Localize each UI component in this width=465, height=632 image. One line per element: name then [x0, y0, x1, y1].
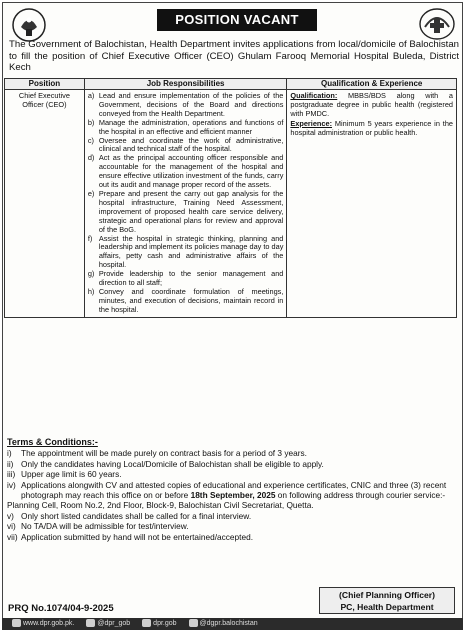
page-title-banner: POSITION VACANT [157, 9, 317, 31]
qualification-text: MBBS/BDS along with a postgraduate degree in public health (registered with PMDC. [290, 91, 454, 118]
terms-list-a [7, 448, 457, 479]
term-text-before: Applications alongwith CV and attested copies of educational and experience certificates, CNIC and three (3) recent photograph may reach this office on or before [21, 479, 447, 501]
instagram-icon [142, 619, 151, 627]
term-item [7, 511, 457, 521]
experience-paragraph [290, 120, 453, 138]
list-marker: b) [87, 117, 95, 127]
list-item [88, 92, 284, 119]
qualification-label: Qualification: [290, 91, 338, 100]
terms-heading: Terms & Conditions:- [7, 437, 98, 447]
term-item [7, 521, 457, 531]
list-marker: e) [87, 188, 95, 198]
list-text: Oversee and coordinate the work of administrative, clinical and technical staff of the hospital. [98, 135, 284, 154]
term-text: The appointment will be made purely on contract basis for a period of 3 years. [21, 448, 307, 459]
footer-link-item[interactable] [189, 618, 258, 630]
table-row [5, 90, 457, 318]
qualification-paragraph [290, 92, 453, 119]
term-text: No TA/DA will be admissible for test/interview. [21, 521, 189, 532]
term-text: Application submitted by hand will not be entertained/accepted. [21, 531, 254, 542]
column-header-position: Position [5, 79, 85, 90]
experience-label: Experience: [290, 118, 333, 128]
list-marker: c) [87, 135, 94, 145]
footer-link-item[interactable] [12, 618, 74, 630]
submission-address: Planning Cell, Room No.2, 2nd Floor, Block-9, Balochistan Civil Secretariat, Quetta. [7, 500, 314, 511]
facebook-icon [189, 619, 198, 627]
list-item [88, 288, 284, 315]
footer-link-label: www.dpr.gob.pk. [23, 620, 75, 627]
terms-section [7, 437, 457, 542]
list-text: Manage the administration, operations and functions of the hospital in an effective and efficient manner [98, 117, 284, 136]
term-marker: ii) [7, 458, 14, 469]
term-text: Only short listed candidates shall be called for a final interview. [21, 510, 252, 521]
term-text-after: on following address through courier service:- [275, 490, 446, 501]
prq-number: PRQ No.1074/04-9-2025 [8, 603, 114, 614]
footer-link-label: @dpr_gob [97, 620, 131, 627]
list-marker: d) [87, 153, 95, 163]
list-marker: g) [87, 269, 95, 279]
list-item [88, 235, 284, 271]
twitter-icon [86, 619, 95, 627]
term-marker: i) [7, 448, 12, 459]
footer-link-item[interactable] [142, 618, 176, 630]
term-marker: iii) [7, 469, 16, 480]
health-department-logo [417, 7, 457, 41]
intro-paragraph: The Government of Balochistan, Health Department invites applications from local/domicile of Balochistan to fill the position of Chief Executive Officer (CEO) Ghulam Farooq Memorial Hospital Buleda, District Kech [9, 39, 459, 73]
position-table [4, 78, 457, 318]
position-cell: Chief Executive Officer (CEO) [5, 90, 85, 318]
term-item [7, 532, 457, 542]
qualification-cell [287, 90, 457, 318]
signature-designation: (Chief Planning Officer) [339, 590, 435, 600]
list-text: Lead and ensure implementation of the policies of the Government, decisions of the Board and directions conveyed from the Health Department. [98, 91, 284, 118]
signature-box [319, 587, 455, 614]
responsibilities-cell [84, 90, 287, 318]
list-text: Provide leadership to the senior management and direction to all staff; [98, 269, 284, 288]
term-text: Only the candidates having Local/Domicile of Balochistan shall be eligible to apply. [21, 458, 324, 469]
globe-icon [12, 619, 21, 627]
footer-link-item[interactable] [86, 618, 130, 630]
table-header-row [5, 79, 457, 90]
term-marker: vii) [7, 531, 18, 542]
footer-link-label: dpr.gob [153, 620, 177, 627]
list-text: Prepare and present the carry out gap analysis for the hospital infrastructure, Training Need Assessment, improvement of proposed health care service delivery, strategic and operational plans for review and approval of the BoG. [98, 188, 284, 234]
term-marker: v) [7, 510, 14, 521]
term-item [7, 448, 457, 458]
term-marker: vi) [7, 521, 16, 532]
footer-bar [2, 618, 463, 630]
list-text: Act as the principal accounting officer responsible and accountable for the management of the hospital and ensure effective utilization investment of the funds, carry out its audit and manage proper record of the assets. [98, 153, 284, 190]
term-marker: iv) [7, 479, 16, 490]
deadline-date: 18th September, 2025 [190, 490, 276, 501]
footer-link-label: @dgpr.balochistan [199, 620, 258, 627]
column-header-responsibilities: Job Responsibilities [84, 79, 287, 90]
terms-list-b [7, 511, 457, 542]
list-item [88, 119, 284, 137]
column-header-qualification: Qualification & Experience [287, 79, 457, 90]
list-item [88, 190, 284, 235]
list-marker: a) [87, 91, 95, 100]
term-text: Upper age limit is 60 years. [21, 469, 122, 480]
list-marker: h) [87, 286, 95, 296]
list-item [88, 270, 284, 288]
list-item [88, 154, 284, 190]
term-text [21, 480, 457, 501]
term-item [7, 459, 457, 469]
term-item [7, 469, 457, 479]
list-text: Assist the hospital in strategic thinking, planning and leadership and implement its policies manage day to day affairs, petty cash and administrative affairs of the hospital. [98, 233, 284, 270]
list-item [88, 137, 284, 155]
experience-text: Minimum 5 years experience in the hospital administration or public health. [290, 118, 453, 137]
balochistan-emblem-logo [11, 7, 47, 43]
signature-department: PC, Health Department [340, 602, 434, 612]
list-marker: f) [87, 233, 93, 243]
list-text: Convey and coordinate formulation of meetings, minutes, and execution of decisions, maintain record in the hospital. [98, 286, 284, 314]
term-item-deadline [7, 480, 457, 501]
